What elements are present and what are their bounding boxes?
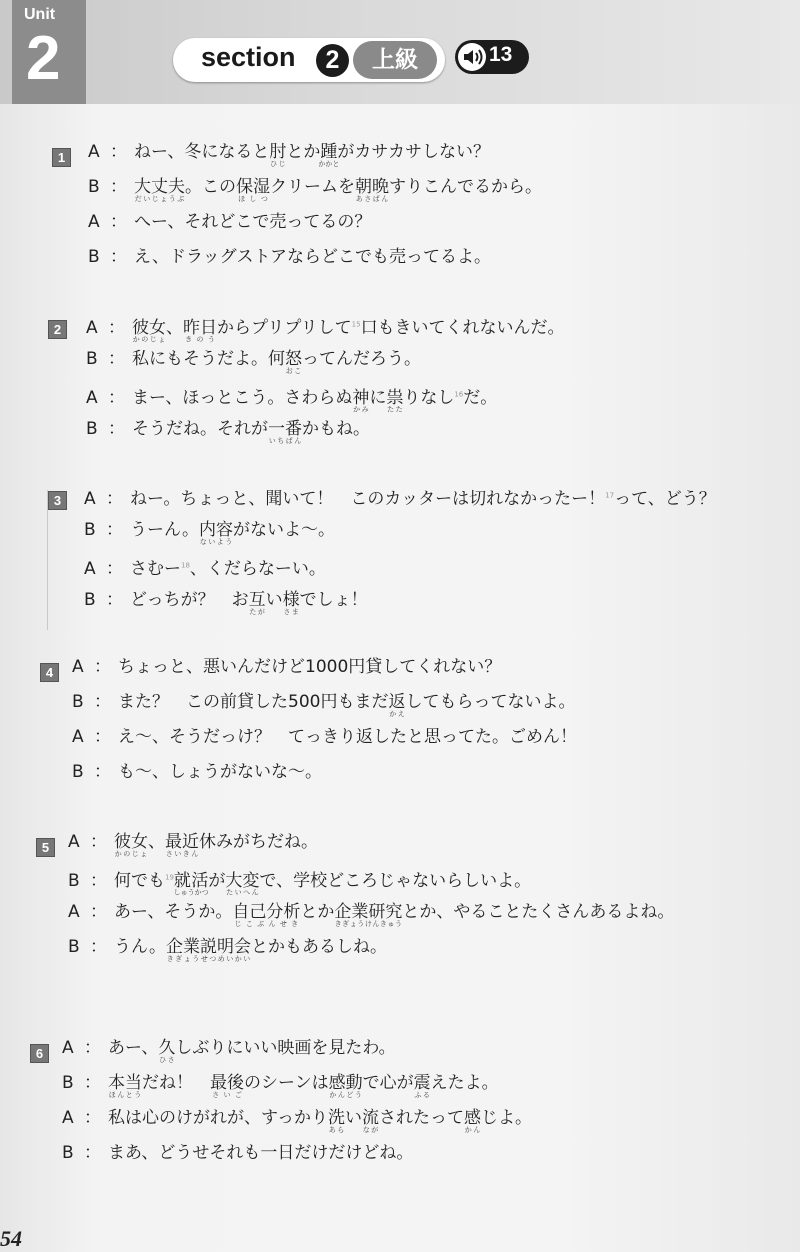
kanji-base: 就活 [173, 870, 209, 891]
furigana-word [328, 1073, 363, 1099]
line-text [130, 520, 336, 546]
text-segment: かもね。 [302, 419, 370, 439]
speaker-colon: ： [84, 1108, 101, 1128]
dialogue-line [68, 935, 387, 965]
speaker-label: B [88, 247, 100, 267]
line-text [132, 387, 498, 414]
text-segment: だ。 [463, 387, 498, 408]
furigana-reading: しゅうかつ [173, 888, 209, 897]
text-segment: してもらってないよ。 [405, 692, 576, 712]
footnote-marker: 18 [181, 561, 190, 569]
margin-rule [47, 490, 48, 630]
line-text [118, 762, 322, 782]
dialogue-line [86, 417, 370, 447]
dialogue-line [86, 347, 421, 377]
line-text [108, 1143, 413, 1163]
text-segment: へー、それどこで売ってるの？ [134, 212, 372, 232]
furigana-reading: かえ [388, 710, 406, 718]
furigana-reading: ほしつ [236, 195, 270, 203]
furigana-word [114, 832, 148, 858]
section-heading [173, 38, 445, 82]
furigana-reading: あさばん [355, 195, 389, 203]
line-text [134, 247, 491, 267]
speaker-label: A [72, 657, 84, 677]
text-segment: うーん。 [130, 520, 200, 540]
furigana-reading: かんどう [328, 1091, 363, 1099]
furigana-reading: あら [327, 1126, 345, 1134]
line-text [114, 937, 388, 963]
furigana-reading: たいへん [225, 888, 260, 897]
kanji-base: 祟 [386, 387, 404, 408]
furigana-reading: なが [361, 1126, 379, 1134]
kanji-base: 神 [352, 387, 370, 408]
furigana-word [108, 1073, 142, 1099]
furigana-word [199, 520, 234, 546]
furigana-word [361, 1108, 379, 1134]
speaker-label: B [68, 937, 80, 957]
dialogue-line [62, 1141, 413, 1171]
dialogue-line [72, 690, 575, 720]
kanji-base: 大変 [225, 870, 260, 891]
line-text [118, 692, 576, 718]
speaker-label: B [62, 1073, 74, 1093]
dialogue-line [84, 553, 326, 583]
unit-tab [12, 0, 86, 104]
furigana-word [248, 590, 266, 616]
kanji-base: 洗 [327, 1108, 345, 1128]
text-segment: まー、ほっとこう。さわらぬ [132, 387, 353, 408]
dialogue-number: 3 [48, 491, 67, 510]
furigana-word [352, 387, 370, 414]
dialogue-line [68, 900, 674, 930]
text-segment: 、 [148, 832, 165, 852]
speaker-label: A [72, 727, 84, 747]
kanji-base: 最近 [165, 832, 199, 852]
furigana-reading: ないよう [199, 538, 234, 546]
furigana-word [282, 590, 300, 616]
text-segment: で、学校どころじゃないらしいよ。 [259, 870, 532, 891]
line-text [108, 1108, 532, 1134]
text-segment: 私は心のけがれが、すっかり [108, 1108, 328, 1128]
line-text [118, 727, 577, 747]
text-segment: い [265, 590, 283, 610]
text-segment: って、どう？ [614, 488, 716, 509]
dialogue-line [72, 760, 322, 790]
kanji-base: 久 [158, 1038, 176, 1058]
footnote-marker: 15 [351, 320, 361, 328]
kanji-base: 彼女 [114, 832, 148, 852]
kanji-base: 朝晩 [355, 177, 389, 197]
furigana-reading: だいじょうぶ [134, 195, 185, 203]
text-segment: とかもあるしね。 [251, 937, 388, 957]
furigana-reading: さま [282, 608, 300, 616]
speaker-label: B [62, 1143, 74, 1163]
furigana-word [463, 1108, 481, 1134]
text-segment: に [369, 387, 387, 408]
text-segment: ちょっと、悪いんだけど1000円貸してくれない？ [118, 657, 502, 677]
kanji-base: 踵 [318, 142, 340, 162]
speaker-label: B [86, 349, 98, 369]
speaker-colon: ： [110, 212, 127, 232]
dialogue-line [62, 1071, 499, 1101]
speaker-colon: ： [108, 317, 125, 338]
furigana-word [269, 142, 287, 168]
line-text [114, 870, 532, 897]
text-segment: りなし [403, 387, 455, 408]
dialogue-line [72, 655, 501, 685]
kanji-base: 震 [413, 1073, 431, 1093]
dialogue-line [88, 140, 490, 170]
furigana-word [236, 177, 270, 203]
dialogue-number: 1 [52, 148, 71, 167]
line-text [130, 489, 716, 509]
furigana-word [225, 870, 260, 897]
text-segment: あー、そうか。 [114, 902, 233, 922]
text-segment: 、くだらなーい。 [189, 558, 326, 579]
text-segment: え、ドラッグストアならどこでも売ってるよ。 [134, 247, 491, 267]
text-segment: まあ、どうせそれも一日だけだけどね。 [108, 1143, 414, 1163]
speaker-colon: ： [110, 142, 127, 162]
speaker-colon: ： [108, 349, 125, 369]
furigana-word [388, 692, 406, 718]
section-number: 2 [316, 44, 349, 77]
speaker-label: A [88, 212, 100, 232]
dialogue-line [88, 175, 542, 205]
speaker-colon: ： [106, 558, 123, 579]
furigana-reading: ほんとう [108, 1091, 142, 1099]
dialogue-line [84, 588, 368, 618]
furigana-reading: かみ [352, 405, 370, 414]
text-segment: ってんだろう。 [302, 349, 421, 369]
furigana-word [158, 1038, 176, 1064]
level-badge: 上級 [353, 41, 437, 79]
text-segment: そうだね。それが [132, 419, 268, 439]
text-segment: も～、しょうがないな～。 [118, 762, 322, 782]
speaker-label: B [84, 590, 96, 610]
line-text [108, 1038, 396, 1064]
text-segment: からプリプリして [217, 317, 352, 338]
footnote-marker: 19 [165, 873, 174, 881]
unit-label: Unit [24, 6, 56, 23]
furigana-reading: さいきん [165, 850, 199, 858]
page-number: 54 [0, 1226, 22, 1251]
kanji-base: 昨日 [183, 317, 217, 338]
dialogue-line [86, 312, 565, 342]
dialogue-line [68, 830, 318, 860]
speaker-icon [458, 43, 486, 71]
speaker-label: A [62, 1108, 74, 1128]
kanji-base: 自己分析 [232, 902, 301, 922]
furigana-reading: さいご [210, 1091, 244, 1099]
text-segment: すりこんでるから。 [389, 177, 542, 197]
furigana-reading: かのじょ [132, 335, 166, 344]
unit-number: 2 [26, 24, 61, 93]
dialogue-line [88, 210, 371, 240]
furigana-word [285, 349, 302, 375]
kanji-base: 感動 [328, 1073, 363, 1093]
kanji-base: 大丈夫 [134, 177, 185, 197]
furigana-reading: かん [463, 1126, 481, 1134]
speaker-colon: ： [108, 387, 125, 408]
line-text [134, 142, 490, 168]
furigana-reading: たた [386, 405, 404, 414]
text-segment: うん。 [114, 937, 167, 957]
footnote-marker: 16 [454, 390, 464, 398]
dialogue-line [84, 483, 716, 513]
text-segment: い [344, 1108, 362, 1128]
speaker-label: B [72, 762, 84, 782]
text-segment: ねー。ちょっと、聞いて！ このカッターは切れなかったー！ [130, 488, 606, 509]
speaker-colon: ： [106, 590, 123, 610]
furigana-word [132, 317, 166, 344]
speaker-colon: ： [94, 762, 111, 782]
speaker-colon: ： [90, 902, 107, 922]
speaker-label: A [84, 488, 96, 509]
text-segment: のシーンは [244, 1073, 329, 1093]
speaker-label: A [68, 832, 80, 852]
furigana-word [386, 387, 404, 414]
dialogue-line [84, 518, 335, 548]
furigana-reading: おこ [285, 367, 302, 375]
furigana-word [327, 1108, 345, 1134]
section-word: section [201, 42, 296, 72]
text-segment: じよ。 [480, 1108, 532, 1128]
kanji-base: 感 [463, 1108, 481, 1128]
speaker-colon: ： [94, 727, 111, 747]
furigana-reading: いちばん [268, 437, 302, 445]
furigana-word [268, 419, 302, 445]
furigana-word [210, 1073, 244, 1099]
text-segment: どっちが？ お [130, 590, 249, 610]
speaker-colon: ： [84, 1073, 101, 1093]
text-segment: 。この [185, 177, 236, 197]
furigana-reading: じこぶんせき [232, 920, 301, 928]
furigana-reading: きぎょうけんきゅう [334, 920, 403, 928]
text-segment: 休みがちだね。 [199, 832, 318, 852]
speaker-colon: ： [84, 1038, 101, 1058]
text-segment: あー、 [108, 1038, 159, 1058]
kanji-base: 怒 [285, 349, 302, 369]
text-segment: とか [286, 142, 321, 162]
speaker-colon: ： [106, 520, 123, 540]
furigana-reading: ひさ [158, 1056, 176, 1064]
kanji-base: 保湿 [236, 177, 270, 197]
furigana-reading: きのう [183, 335, 217, 344]
furigana-reading: ひじ [269, 160, 287, 168]
text-segment: また？ この前貸した500円もまだ [118, 692, 389, 712]
kanji-base: 互 [248, 590, 266, 610]
text-segment: えたよ。 [430, 1073, 499, 1093]
line-text [134, 212, 371, 232]
dialogue-number: 2 [48, 320, 67, 339]
kanji-base: 返 [388, 692, 406, 712]
dialogue-line [68, 865, 531, 895]
kanji-base: 様 [282, 590, 300, 610]
furigana-word [413, 1073, 431, 1099]
footnote-marker: 17 [605, 491, 615, 499]
line-text [118, 657, 501, 677]
dialogue-number: 4 [40, 663, 59, 682]
dialogue-line [88, 245, 491, 275]
furigana-reading: かのじょ [114, 850, 148, 858]
text-segment: しぶりにいい映画を見たわ。 [175, 1038, 396, 1058]
text-segment: されたって [378, 1108, 464, 1128]
text-segment: がないよ～。 [233, 520, 336, 540]
furigana-reading: かかと [318, 160, 340, 168]
line-text [108, 1073, 499, 1099]
furigana-word [355, 177, 389, 203]
furigana-reading: きぎょうせつめいかい [166, 955, 252, 963]
line-text [132, 317, 565, 344]
line-text [132, 349, 421, 375]
furigana-word [183, 317, 217, 344]
furigana-reading: ふる [413, 1091, 431, 1099]
line-text [130, 559, 326, 579]
audio-track-badge[interactable] [455, 40, 529, 74]
speaker-colon: ： [90, 937, 107, 957]
dialogue-line [62, 1106, 532, 1136]
furigana-word [165, 832, 199, 858]
text-segment: とか [300, 902, 335, 922]
text-segment: だね！ [142, 1073, 210, 1093]
speaker-colon: ： [108, 419, 125, 439]
furigana-word [334, 902, 403, 928]
dialogue-line [72, 725, 577, 755]
furigana-word [173, 870, 209, 897]
line-text [130, 590, 368, 616]
kanji-base: 肘 [269, 142, 287, 162]
kanji-base: 一番 [268, 419, 302, 439]
kanji-base: 最後 [210, 1073, 244, 1093]
speaker-label: B [84, 520, 96, 540]
text-segment: で心が [362, 1073, 414, 1093]
speaker-label: A [68, 902, 80, 922]
speaker-colon: ： [94, 657, 111, 677]
text-segment: 何でも [114, 870, 165, 891]
line-text [132, 419, 370, 445]
text-segment: ねー、冬になると [134, 142, 270, 162]
furigana-word [232, 902, 301, 928]
text-segment: 私にもそうだよ。何 [132, 349, 285, 369]
speaker-label: A [86, 387, 98, 408]
text-segment: え～、そうだっけ？ てっきり返したと思ってた。ごめん！ [118, 727, 577, 747]
text-segment: がカサカサしない？ [337, 142, 490, 162]
track-number: 13 [489, 43, 513, 66]
dialogue-line [86, 382, 497, 412]
speaker-label: A [88, 142, 100, 162]
speaker-colon: ： [106, 488, 123, 509]
kanji-base: 企業説明会 [166, 937, 252, 957]
speaker-label: A [84, 558, 96, 579]
kanji-base: 流 [361, 1108, 379, 1128]
text-segment: とか、やることたくさんあるよね。 [402, 902, 675, 922]
kanji-base: 企業研究 [334, 902, 403, 922]
furigana-word [318, 142, 340, 168]
speaker-label: A [62, 1038, 74, 1058]
speaker-colon: ： [110, 247, 127, 267]
text-segment: クリームを [270, 177, 355, 197]
speaker-colon: ： [94, 692, 111, 712]
speaker-label: B [88, 177, 100, 197]
speaker-label: B [86, 419, 98, 439]
speaker-label: B [72, 692, 84, 712]
kanji-base: 彼女 [132, 317, 166, 338]
text-segment: 、 [166, 317, 183, 338]
speaker-colon: ： [90, 870, 107, 891]
dialogue-number: 6 [30, 1044, 49, 1063]
furigana-reading: たが [248, 608, 266, 616]
speaker-colon: ： [90, 832, 107, 852]
furigana-word [166, 937, 252, 963]
text-segment: さむー [130, 558, 181, 579]
line-text [114, 832, 318, 858]
line-text [134, 177, 542, 203]
speaker-colon: ： [110, 177, 127, 197]
kanji-base: 内容 [199, 520, 234, 540]
speaker-colon: ： [84, 1143, 101, 1163]
dialogue-line [62, 1036, 396, 1066]
furigana-word [134, 177, 185, 203]
line-text [114, 902, 675, 928]
dialogue-number: 5 [36, 838, 55, 857]
speaker-label: B [68, 870, 80, 891]
text-segment: でしょ！ [299, 590, 368, 610]
text-segment: が [208, 870, 226, 891]
kanji-base: 本当 [108, 1073, 142, 1093]
speaker-label: A [86, 317, 98, 338]
text-segment: 口もきいてくれないんだ。 [360, 317, 565, 338]
